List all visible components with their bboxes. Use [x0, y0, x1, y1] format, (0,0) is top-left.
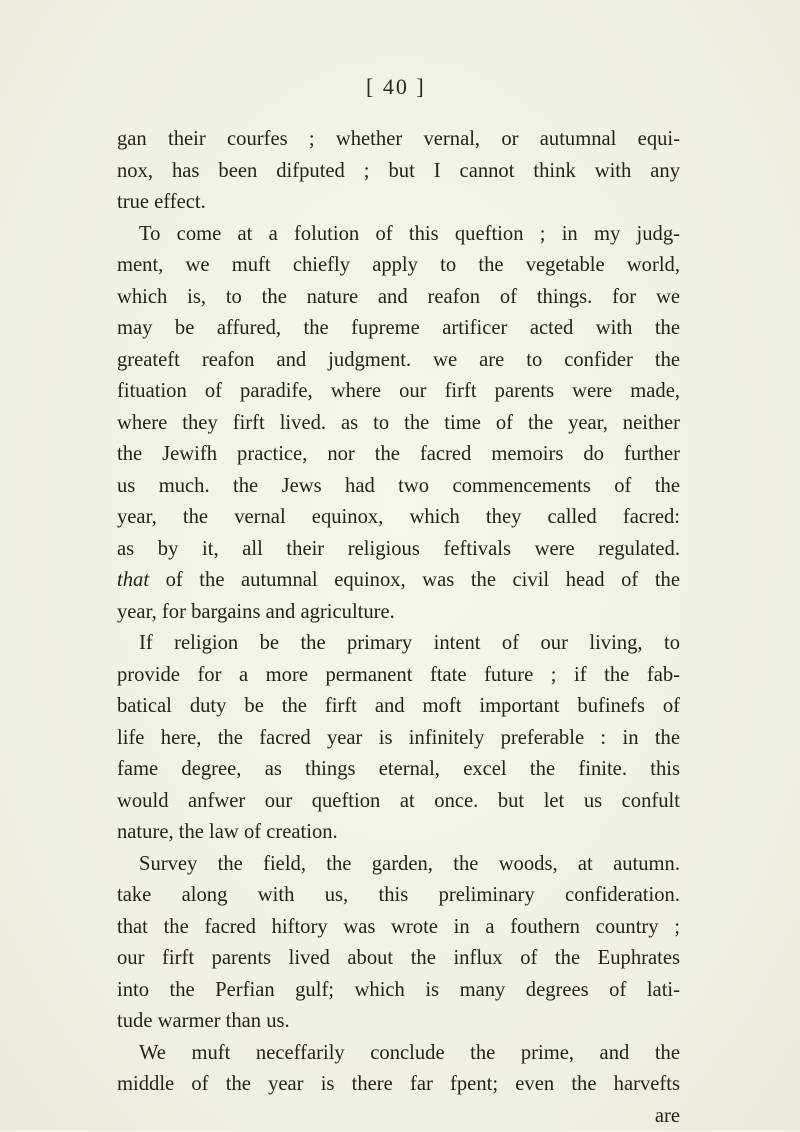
- text-line: are: [117, 1101, 680, 1132]
- text-line: as by it, all their religious feftivals were regulated.: [117, 534, 680, 566]
- text-line: into the Perfian gulf; which is many degrees of lati-: [117, 975, 680, 1007]
- text-line: batical duty be the firft and moft important bufinefs of: [117, 691, 680, 723]
- text-line: take along with us, this preliminary confideration.: [117, 880, 680, 912]
- text-line: provide for a more permanent ftate future ; if the fab-: [117, 660, 680, 692]
- text-line: the Jewifh practice, nor the facred memoirs do further: [117, 439, 680, 471]
- text-line: We muft neceffarily conclude the prime, and the: [117, 1038, 680, 1070]
- text-line: gan their courfes ; whether vernal, or autumnal equi-: [117, 124, 680, 156]
- text-line: year, the vernal equinox, which they called facred:: [117, 502, 680, 534]
- text-line: greateft reafon and judgment. we are to confider the: [117, 345, 680, 377]
- text-line: may be affured, the fupreme artificer acted with the: [117, 313, 680, 345]
- text-line: life here, the facred year is infinitely preferable : in the: [117, 723, 680, 755]
- text-line: nature, the law of creation.: [117, 817, 680, 849]
- text-line: that the facred hiftory was wrote in a fouthern country ;: [117, 912, 680, 944]
- text-line: fame degree, as things eternal, excel the finite. this: [117, 754, 680, 786]
- text-line: Survey the field, the garden, the woods, at autumn.: [117, 849, 680, 881]
- text-line: tude warmer than us.: [117, 1006, 680, 1038]
- text-line: middle of the year is there far fpent; even the harvefts: [117, 1069, 680, 1101]
- text-line: ment, we muft chiefly apply to the vegetable world,: [117, 250, 680, 282]
- body-text: [117, 124, 680, 1132]
- text-line: true effect.: [117, 187, 680, 219]
- text-line: which is, to the nature and reafon of things. for we: [117, 282, 680, 314]
- text-line: If religion be the primary intent of our living, to: [117, 628, 680, 660]
- text-line: nox, has been difputed ; but I cannot think with any: [117, 156, 680, 188]
- page-number: [ 40 ]: [366, 74, 426, 100]
- text-line: us much. the Jews had two commencements of the: [117, 471, 680, 503]
- text-line: year, for bargains and agriculture.: [117, 597, 680, 629]
- text-line: that of the autumnal equinox, was the civil head of the: [117, 565, 680, 597]
- text-line: where they firft lived. as to the time of the year, neither: [117, 408, 680, 440]
- text-line: To come at a folution of this queftion ; in my judg-: [117, 219, 680, 251]
- text-line: would anfwer our queftion at once. but let us confult: [117, 786, 680, 818]
- text-line: fituation of paradife, where our firft parents were made,: [117, 376, 680, 408]
- text-line: our firft parents lived about the influx of the Euphrates: [117, 943, 680, 975]
